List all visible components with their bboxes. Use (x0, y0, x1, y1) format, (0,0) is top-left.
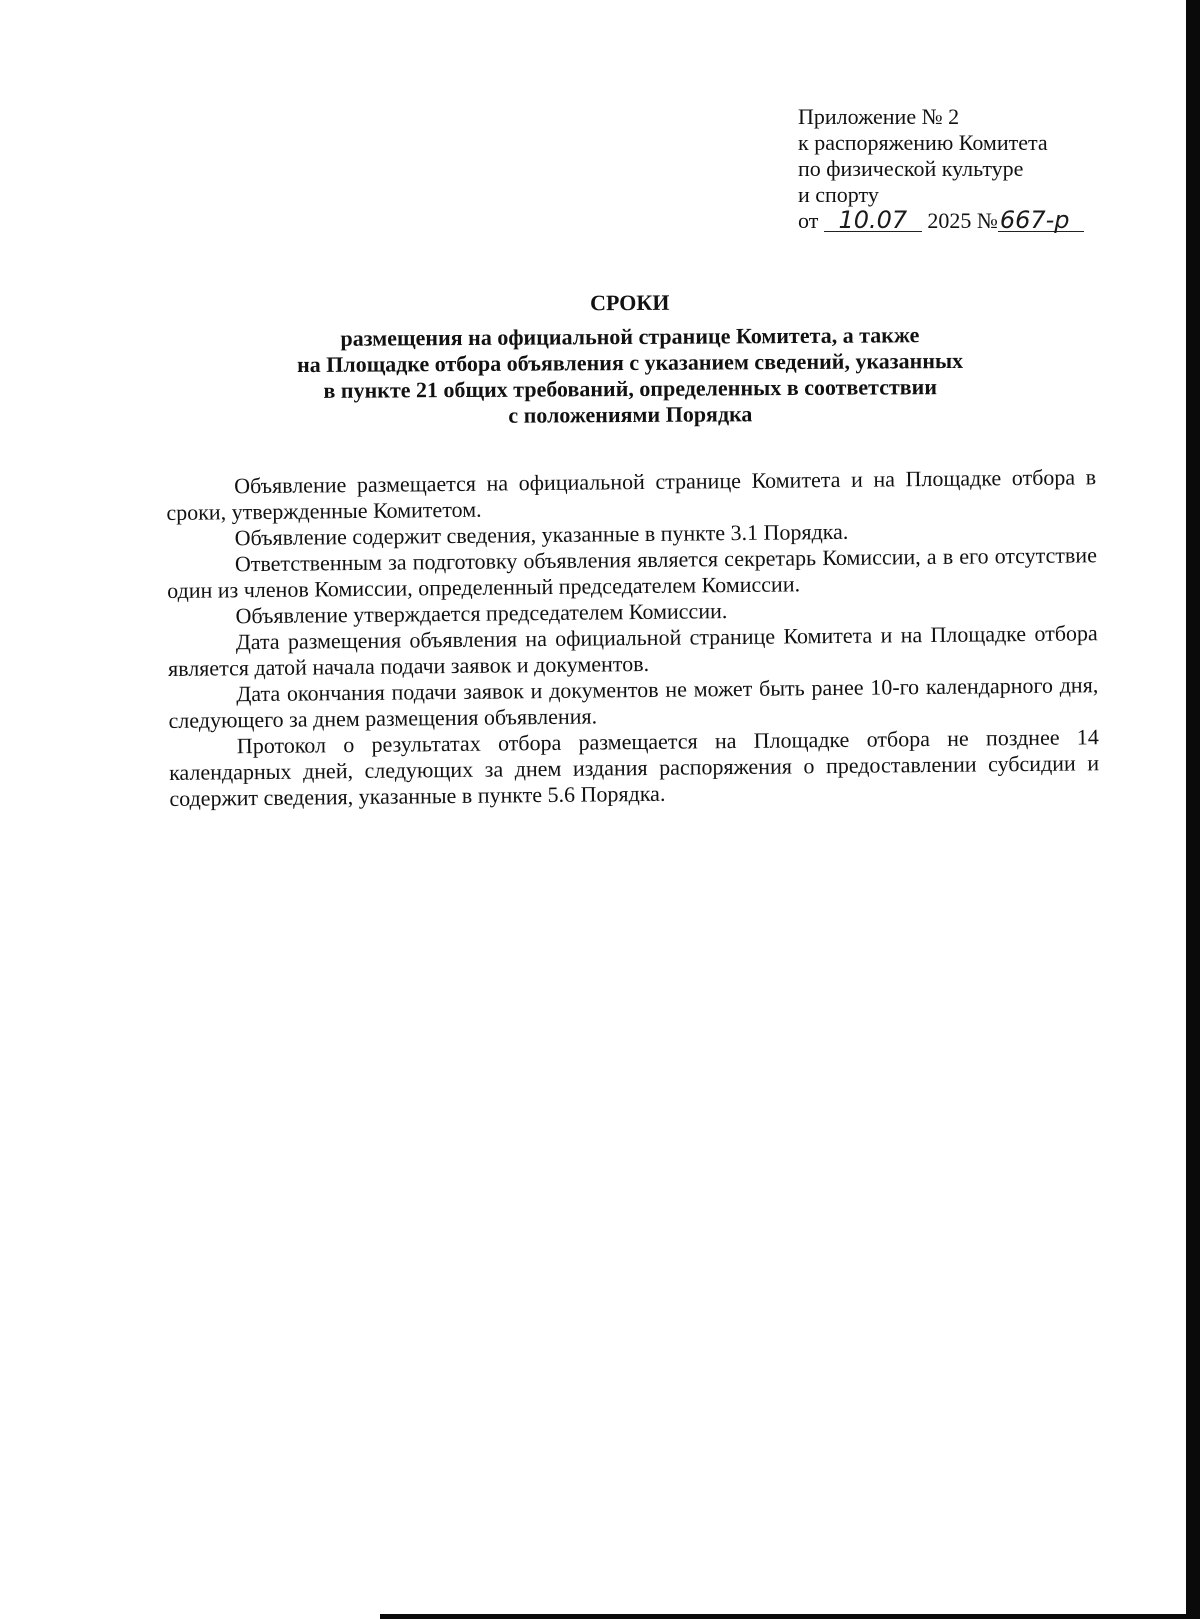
paragraph-5: Дата размещения объявления на официальной странице Комитета и на Площадке отбора является датой начала подачи заявок и документов. (167, 620, 1098, 681)
document-title (0, 286, 1200, 432)
paragraph-6: Дата окончания подачи заявок и документов не может быть ранее 10-го календарного дня, следующего за днем размещения объявления. (168, 672, 1099, 733)
document-body (166, 464, 1099, 812)
paragraph-1: Объявление размещается на официальной странице Комитета и на Площадке отбора в сроки, утвержденные Комитетом. (166, 464, 1097, 525)
scan-edge-right (1186, 0, 1200, 1619)
handwritten-number: 667-р (998, 209, 1084, 232)
title-subline-2: на Площадке отбора объявления с указанием сведений, указанных (296, 347, 964, 378)
appendix-line-4: и спорту (798, 182, 879, 207)
date-prefix: от (798, 208, 819, 233)
paragraph-2: Объявление содержит сведения, указанные в пункте 3.1 Порядка. (234, 518, 849, 551)
appendix-line-3: по физической культуре (798, 156, 1024, 181)
appendix-header (798, 104, 1098, 234)
paragraph-4: Объявление утверждается председателем Комиссии. (235, 598, 728, 629)
paragraph-7: Протокол о результатах отбора размещается на Площадке отбора не позднее 14 календарных дней, следующих за днем издания распоряжения о предоставлении субсидии и содержит сведения, указанные в пункте 5.6 Порядка. (168, 724, 1100, 811)
appendix-line-1: Приложение № 2 (798, 104, 960, 129)
paragraph-3: Ответственным за подготовку объявления является секретарь Комиссии, а в его отсутствие один из членов Комиссии, определенный председателем Комиссии. (167, 542, 1098, 603)
scan-edge-bottom (380, 1614, 1200, 1619)
handwritten-date: 10.07 (824, 209, 922, 232)
document-year: 2025 № (927, 208, 998, 233)
title-main: СРОКИ (589, 289, 670, 316)
title-subline-1: размещения на официальной странице Комитета, а также (340, 322, 920, 351)
appendix-date-line (798, 208, 1098, 234)
title-subline-3: в пункте 21 общих требований, определенных в соответствии (323, 374, 938, 403)
title-subline-4: с положениями Порядка (508, 401, 753, 428)
appendix-line-2: к распоряжению Комитета (798, 130, 1048, 155)
